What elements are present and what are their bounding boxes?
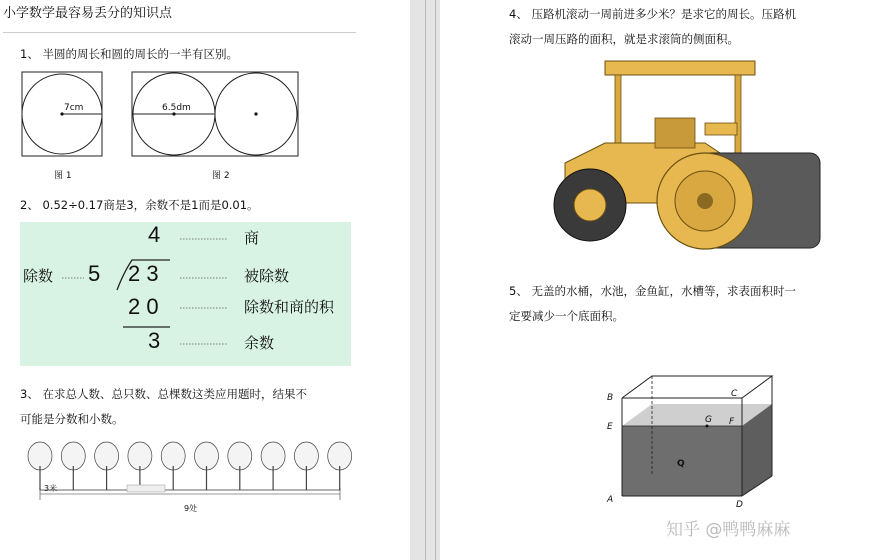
tree-icon	[261, 442, 285, 490]
cube-label-g: G	[705, 415, 712, 425]
product-value: 2 0	[128, 294, 159, 319]
cube-label-d: D	[736, 500, 743, 510]
figure-2-caption: 图 2	[212, 171, 230, 181]
embedded-caption-box	[127, 485, 165, 492]
item-1-text: 1、 半圆的周长和圆的周长的一半有区别。	[20, 47, 238, 61]
figure-1-label: 7cm	[64, 103, 84, 113]
figure-2-label: 6.5dm	[162, 103, 191, 113]
tree-spacing-label: 3米	[44, 484, 58, 493]
quotient-value: 4	[148, 222, 161, 247]
cube-label-e: E	[607, 422, 613, 432]
right-page	[440, 0, 871, 560]
divisor-value: 5	[88, 261, 101, 286]
tree-icon	[61, 442, 85, 490]
quotient-label: 商	[244, 229, 260, 247]
cube-label-a: A	[607, 495, 614, 505]
watermark-text: 知乎 @鸭鸭麻麻	[666, 520, 791, 540]
circle-figures	[20, 70, 320, 170]
item-4-text-line2: 滚动一周压路的面积，就是求滚筒的侧面积。	[509, 32, 739, 46]
dividend-label: 被除数	[244, 267, 290, 285]
item-2-text: 2、 0.52÷0.17商是3，余数不是1而是0.01。	[20, 198, 259, 212]
item-5-text-line1: 5、 无盖的水桶，水池，金鱼缸，水槽等，求表面积时一	[509, 284, 796, 298]
roller-post-right	[735, 75, 741, 155]
tree-icon	[28, 442, 52, 490]
product-label: 除数和商的积	[244, 298, 335, 316]
dividend-value: 2 3	[128, 261, 159, 286]
tree-icon	[128, 442, 152, 490]
roller-console	[705, 123, 737, 135]
divisor-label: 除数	[23, 267, 54, 285]
item-4-text-line1: 4、 压路机滚动一周前进多少米？是求它的周长。压路机	[509, 7, 796, 21]
figure-2-center-right	[254, 112, 257, 115]
page-edge-right	[435, 0, 436, 560]
tree-icon	[294, 442, 318, 490]
box-top-edges	[622, 376, 772, 398]
tree-icon	[195, 442, 219, 490]
document-title: 小学数学最容易丢分的知识点	[3, 6, 173, 21]
left-page	[0, 0, 410, 560]
cube-label-c: C	[731, 389, 738, 399]
remainder-label: 余数	[244, 334, 275, 352]
division-lines	[20, 222, 351, 366]
cube-label-q: Q	[677, 459, 685, 469]
tree-total-label: 9处	[184, 504, 198, 513]
item-3-text-line2: 可能是分数和小数。	[20, 412, 124, 426]
item-3-text-line1: 3、 在求总人数、总只数、总棵数这类应用题时，结果不	[20, 387, 307, 401]
roller-drum-axle	[697, 193, 713, 209]
road-roller-illustration	[545, 53, 835, 263]
cube-label-f: F	[729, 417, 735, 427]
tree-icon	[328, 442, 352, 490]
roller-roof	[605, 61, 755, 75]
tree-icon	[228, 442, 252, 490]
tree-icon	[161, 442, 185, 490]
roller-seat	[655, 118, 695, 148]
roller-rear-hub	[574, 189, 606, 221]
open-box-diagram	[600, 372, 780, 512]
page-edge-left	[425, 0, 426, 560]
remainder-value: 3	[148, 328, 161, 353]
figure-1-caption: 图 1	[54, 171, 72, 181]
title-divider	[3, 32, 356, 33]
division-diagram	[20, 222, 351, 366]
cube-label-b: B	[607, 393, 614, 403]
tree-icon	[95, 442, 119, 490]
item-5-text-line2: 定要减少一个底面积。	[509, 309, 624, 323]
